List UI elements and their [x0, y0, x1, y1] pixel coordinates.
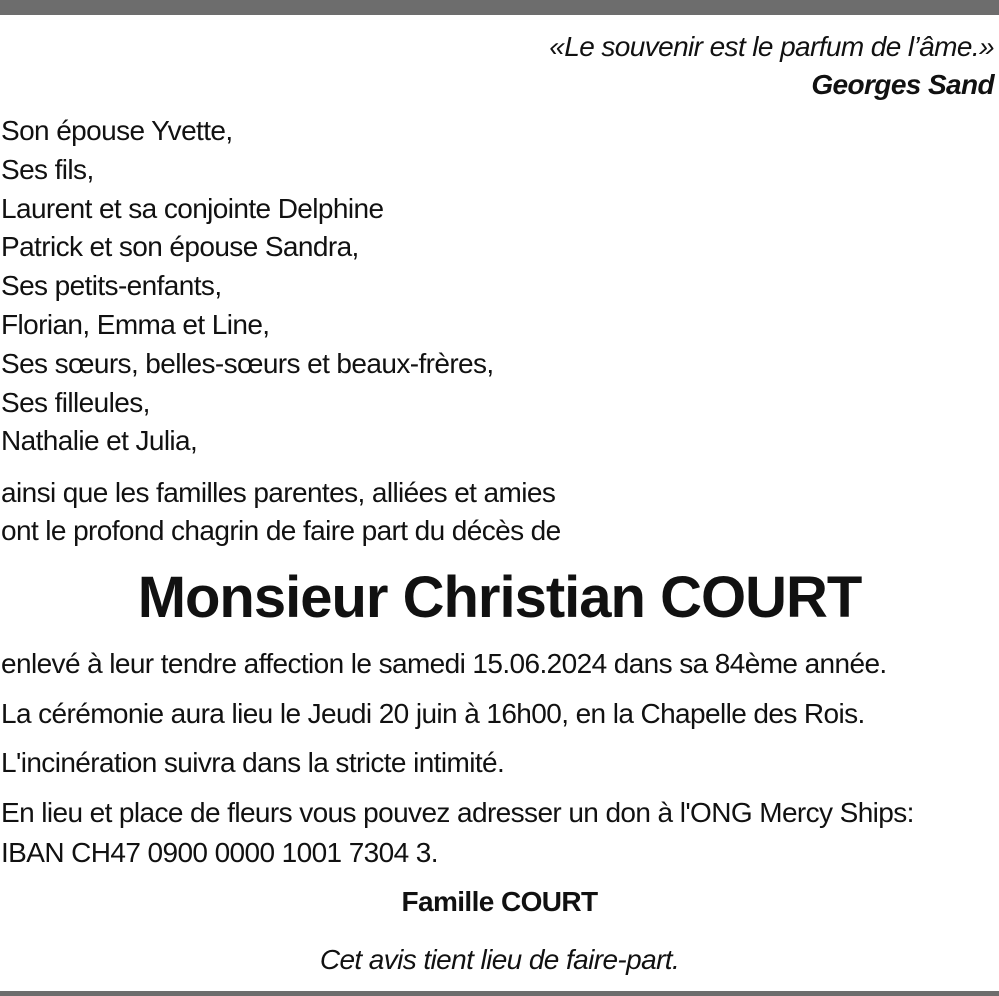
- family-line: Nathalie et Julia,: [1, 425, 198, 457]
- cremation-paragraph: L'incinération suivra dans la stricte intimité.: [1, 747, 505, 778]
- passing-paragraph: enlevé à leur tendre affection le samedi 15.06.2024 dans sa 84ème année.: [1, 648, 887, 679]
- epigraph: [549, 28, 994, 104]
- iban-line: IBAN CH47 0900 0000 1001 7304 3.: [1, 837, 438, 868]
- bottom-rule: [0, 991, 999, 996]
- epigraph-author: Georges Sand: [811, 69, 994, 100]
- epigraph-quote: «Le souvenir est le parfum de l’âme.»: [549, 31, 994, 62]
- announcement-intro: [1, 474, 561, 550]
- donation-paragraph: [1, 793, 914, 873]
- intro-line: ont le profond chagrin de faire part du décès de: [1, 515, 561, 546]
- family-line: Ses fils,: [1, 153, 94, 185]
- notice-footer: Cet avis tient lieu de faire-part.: [319, 944, 680, 975]
- donation-line: En lieu et place de fleurs vous pouvez adresser un don à l'ONG Mercy Ships:: [1, 797, 914, 828]
- top-rule: [0, 0, 999, 15]
- family-list: [1, 112, 494, 461]
- ceremony-paragraph: La cérémonie aura lieu le Jeudi 20 juin à 16h00, en la Chapelle des Rois.: [1, 698, 865, 729]
- family-line: Ses sœurs, belles-sœurs et beaux-frères,: [1, 347, 494, 379]
- family-line: Florian, Emma et Line,: [1, 308, 270, 340]
- intro-line: ainsi que les familles parentes, alliées et amies: [1, 477, 556, 508]
- family-line: Ses petits-enfants,: [1, 270, 222, 302]
- family-line: Patrick et son épouse Sandra,: [1, 231, 359, 263]
- family-line: Laurent et sa conjointe Delphine: [1, 192, 384, 224]
- deceased-name: Monsieur Christian COURT: [137, 565, 862, 630]
- family-signature: Famille COURT: [401, 886, 598, 917]
- family-line: Ses filleules,: [1, 386, 150, 418]
- family-line: Son épouse Yvette,: [1, 115, 233, 146]
